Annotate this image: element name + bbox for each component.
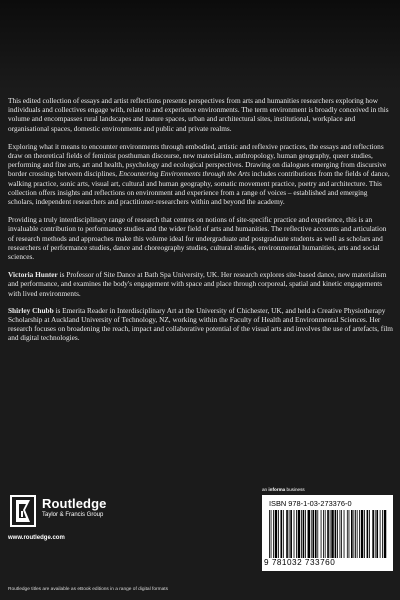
barcode-bar xyxy=(273,510,274,558)
back-cover-text xyxy=(8,96,393,351)
barcode-bar xyxy=(372,510,374,558)
barcode-bar xyxy=(321,510,322,558)
barcode-bar xyxy=(330,510,331,558)
barcode-bar xyxy=(312,510,314,558)
barcode-bar xyxy=(301,510,302,558)
blurb-paragraph-1: This edited collection of essays and artist reflections presents perspectives from arts and humanities researchers exploring how individuals and collectives engage with, relate to and experience environments. The term environment is broadly conceived in this volume and encompasses rural landscapes and nature spaces, urban and architectural sites, institutional, workplace and organisational spaces, domestic environments and public and private realms. xyxy=(8,96,389,133)
barcode-bar xyxy=(323,510,324,558)
barcode-bar xyxy=(361,510,363,558)
blurb-paragraph-3: Providing a truly interdisciplinary range of research that centres on notions of site-specific practice and experience, this is an invaluable contribution to performance studies and the wider field of arts and humanities. The reflective accounts and articulation of research methods and approaches make this volume ideal for undergraduate and postgraduate students as well as scholars and researchers of performance studies, dance and choreography studies, cultural studies, environmental humanities, arts and social sciences. xyxy=(8,215,387,262)
informa-suffix: business xyxy=(285,487,305,492)
barcode-bar xyxy=(305,510,306,558)
barcode-bar xyxy=(269,510,270,558)
barcode-bar xyxy=(380,510,381,558)
barcode-bar xyxy=(357,510,358,558)
barcode-bar xyxy=(375,510,376,558)
barcode-bar xyxy=(294,510,295,558)
barcode-bar xyxy=(364,510,365,558)
ebook-availability-note: Routledge titles are available as eBook editions in a range of digital formats xyxy=(8,587,168,592)
barcode-bar xyxy=(382,510,383,558)
barcode-bar xyxy=(344,510,345,558)
barcode-bar xyxy=(289,510,290,558)
barcode-bar xyxy=(384,510,386,558)
barcode-bar xyxy=(376,510,378,558)
barcode-bar xyxy=(367,510,369,558)
publisher-name: Routledge xyxy=(42,496,107,511)
barcode-block xyxy=(262,495,393,571)
barcode-bar xyxy=(275,510,277,558)
barcode-bar xyxy=(351,510,353,558)
editor-bio-chubb xyxy=(8,306,393,343)
barcode-bar xyxy=(353,510,354,558)
barcode-bar xyxy=(311,510,312,558)
barcode-bar xyxy=(359,510,360,558)
barcode-digits: 9 781032 733760 xyxy=(264,558,336,567)
informa-prefix: an xyxy=(262,487,269,492)
editor-bio-hunter xyxy=(8,270,393,298)
blurb-p2-end: includes contributions from the fields of dance, walking practice, sonic arts, visual art, cultural and human geography, somatic movement practice, poetry and architecture. This collection offers insights and reflections on environment and experience from a range of voices – established and emerging scholars, independent researchers and practitioner-researchers within and beyond the academy. xyxy=(8,169,390,207)
cover-footer xyxy=(0,486,400,600)
barcode-bar xyxy=(278,510,279,558)
barcode-bar xyxy=(298,510,300,558)
informa-word: informa xyxy=(268,487,286,492)
barcode-bar xyxy=(340,510,341,558)
informa-business-tag xyxy=(262,487,305,492)
barcode-bar xyxy=(283,510,284,558)
barcode-bar xyxy=(317,510,318,558)
blurb-paragraph-2 xyxy=(8,142,393,206)
barcode-bar xyxy=(280,510,282,558)
cover-top-shade xyxy=(0,0,400,90)
publisher-url[interactable]: www.routledge.com xyxy=(8,535,65,541)
barcode-bar xyxy=(303,510,305,558)
barcode-bar xyxy=(325,510,326,558)
barcode-bar xyxy=(271,510,272,558)
barcode-bar xyxy=(308,510,310,558)
barcode-bar xyxy=(337,510,338,558)
blurb-p2-start: Exploring what it means to encounter environments through embodied, artistic and reflexive practices, the essays and reflections draw on theoretical fields of feminist posthuman discourse, new materialism, anthropology, human geography, queer studies, performing and fine arts, art and health, psychology and ecological perspectives. Drawing on dialogues emerging from discursive border crossings between disciplines, xyxy=(8,141,387,179)
routledge-logo xyxy=(8,494,128,534)
barcode-bar xyxy=(349,510,350,558)
barcode-bar xyxy=(331,510,333,558)
barcode-bars xyxy=(269,510,387,558)
publisher-group: Taylor & Francis Group xyxy=(42,512,104,518)
barcode-bar xyxy=(341,510,342,558)
isbn-label: ISBN 978-1-03-273376-0 xyxy=(269,499,352,508)
barcode-bar xyxy=(355,510,356,558)
barcode-bar xyxy=(286,510,288,558)
editor-bio-text: is Professor of Site Dance at Bath Spa University, UK. Her research explores site-based dance, new materialism and performance, and examines the body's engagement with space and place through corporeal, spatial and kinetic engagements with lived environments. xyxy=(8,270,387,298)
barcode-bar xyxy=(296,510,297,558)
editor-bio-text: is Emerita Reader in Interdisciplinary Art at the University of Chichester, UK, and held a Creative Physiotherapy Scholarship at Auckland University of Technology, NZ, working within the Faculty of Health and Environmental Sciences. Her research focuses on broadening the reach, impact and collaborative potential of the visual arts and involves the use of artefacts, film and digital technologies. xyxy=(8,305,393,343)
editor-name: Shirley Chubb xyxy=(8,305,54,315)
routledge-emblem-icon xyxy=(8,494,38,528)
barcode-bar xyxy=(315,510,317,558)
barcode-bar xyxy=(347,510,348,558)
barcode-bar xyxy=(335,510,337,558)
barcode-bar xyxy=(290,510,292,558)
barcode-bar xyxy=(369,510,370,558)
book-title-italic: Encountering Environments through the Arts xyxy=(118,169,250,179)
editor-name: Victoria Hunter xyxy=(8,270,58,280)
barcode-bar xyxy=(327,510,329,558)
